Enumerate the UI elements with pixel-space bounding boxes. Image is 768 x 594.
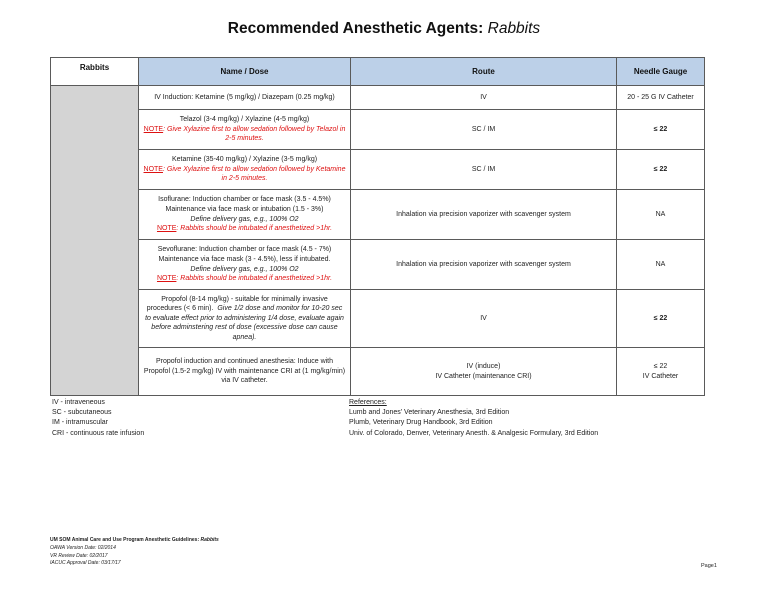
needle-cell: ≤ 22 xyxy=(617,110,705,150)
dose-cell xyxy=(139,110,351,150)
legend-item: IV - intraveneous xyxy=(52,399,105,406)
dose-cell xyxy=(139,150,351,190)
dose-note xyxy=(143,125,346,144)
needle-line: IV Catheter xyxy=(642,372,679,380)
note-text: : Give Xylazine first to allow sedation followed by Telazol in 2-5 minutes. xyxy=(163,125,346,143)
needle-cell: 20 - 25 G IV Catheter xyxy=(617,86,705,110)
header-species: Rabbits xyxy=(51,58,139,86)
dose-instructions: Give 1/2 dose and monitor for 10-20 sec to evaluate effect prior to administering 1/4 dose, evaluate again before adminstering rest of dose (excessive dose can cause apnea). xyxy=(145,305,344,341)
footer-program xyxy=(50,537,219,545)
route-cell: Inhalation via precision vaporizer with scavenger system xyxy=(351,190,617,240)
dose-cell: Propofol induction and continued anesthesia: Induce with Propofol (1.5-2 mg/kg) IV with maintenance CRI at (1 mg/kg/min) via IV catheter. xyxy=(139,348,351,396)
table-row xyxy=(51,240,705,290)
dose-cell xyxy=(139,190,351,240)
dose-note xyxy=(143,165,346,184)
route-line: IV (induce) xyxy=(466,362,501,370)
dose-line: Define delivery gas, e.g., 100% O2 xyxy=(190,215,299,223)
legend-item: SC - subcutaneous xyxy=(52,409,112,417)
title-main: Recommended Anesthetic Agents: xyxy=(227,20,484,37)
reference-item: Univ. of Colorado, Denver, Veterinary Anesth. & Analgesic Formulary, 3rd Edition xyxy=(349,429,599,437)
needle-cell xyxy=(617,348,705,396)
title-species: Rabbits xyxy=(487,20,541,37)
species-column-cell xyxy=(51,86,139,396)
dose-line: Maintenance via face mask or intubation (1.5 - 3%) xyxy=(165,205,324,213)
legend-item: CRI - continuous rate infusion xyxy=(52,429,145,437)
footer-program-species: Rabbits xyxy=(200,537,219,543)
table-row xyxy=(51,290,705,348)
dose-cell xyxy=(139,290,351,348)
needle-line: ≤ 22 xyxy=(653,362,668,370)
dose-text: Propofol (8-14 mg/kg) - suitable for minimally invasive procedures (< 6 min). xyxy=(146,295,328,313)
abbreviation-legend xyxy=(52,398,144,439)
route-line: IV Catheter (maintenance CRI) xyxy=(435,372,532,380)
table-row xyxy=(51,86,705,110)
needle-cell: ≤ 22 xyxy=(617,150,705,190)
route-cell xyxy=(351,348,617,396)
dose-note xyxy=(143,224,346,234)
table-row xyxy=(51,150,705,190)
reference-item: Plumb, Veterinary Drug Handbook, 3rd Edition xyxy=(349,419,493,427)
dose-line: Maintenance via face mask (3 - 4.5%), less if intubated. xyxy=(158,255,331,263)
dose-cell xyxy=(139,240,351,290)
footer-vr-date: VR Review Date: 02/2017 xyxy=(50,552,108,559)
dose-cell: IV Induction: Ketamine (5 mg/kg) / Diazepam (0.25 mg/kg) xyxy=(139,86,351,110)
header-needle-gauge: Needle Gauge xyxy=(617,58,705,86)
table-row xyxy=(51,348,705,396)
needle-cell: ≤ 22 xyxy=(617,290,705,348)
references-heading: References: xyxy=(349,399,387,406)
needle-cell: NA xyxy=(617,240,705,290)
page-number: Page1 xyxy=(701,563,717,569)
route-cell: SC / IM xyxy=(351,110,617,150)
note-text: : Rabbits should be intubated if anesthetized >1hr. xyxy=(176,225,333,233)
needle-cell: NA xyxy=(617,190,705,240)
note-label: NOTE xyxy=(156,275,177,283)
note-label: NOTE xyxy=(143,125,164,133)
route-cell: IV xyxy=(351,86,617,110)
table-row xyxy=(51,190,705,240)
dose-line: Sevoflurane: Induction chamber or face mask (4.5 - 7%) xyxy=(157,246,332,254)
note-label: NOTE xyxy=(156,225,177,233)
route-cell: SC / IM xyxy=(351,150,617,190)
footer-oawa-date: OAWA Version Date: 02/2014 xyxy=(50,544,116,551)
reference-item: Lumb and Jones' Veterinary Anesthesia, 3rd Edition xyxy=(349,409,510,417)
legend-item: IM - intramuscular xyxy=(52,419,109,427)
note-text: : Rabbits should be intubated if anesthetized >1hr. xyxy=(176,275,333,283)
note-label: NOTE xyxy=(143,165,163,173)
page-title xyxy=(0,20,768,38)
document-footer xyxy=(50,537,219,568)
table-row xyxy=(51,110,705,150)
note-text: : Give Xylazine first to allow sedation followed by Ketamine in 2-5 minutes. xyxy=(162,165,346,183)
route-cell: Inhalation via precision vaporizer with scavenger system xyxy=(351,240,617,290)
dose-text: Telazol (3-4 mg/kg) / Xylazine (4-5 mg/kg) xyxy=(179,116,310,124)
footer-iacuc-date: IACUC Approval Date: 03/17/17 xyxy=(50,560,121,567)
dose-line: Define delivery gas, e.g., 100% O2 xyxy=(190,265,299,273)
dose-line: Isoflurane: Induction chamber or face mask (3.5 - 4.5%) xyxy=(158,196,331,204)
dose-note xyxy=(143,274,346,284)
anesthetic-agents-table xyxy=(50,57,705,396)
dose-text: Ketamine (35-40 mg/kg) / Xylazine (3-5 mg/kg) xyxy=(171,156,318,164)
header-route: Route xyxy=(351,58,617,86)
route-cell: IV xyxy=(351,290,617,348)
table-header-row xyxy=(51,58,705,86)
references xyxy=(349,398,598,439)
header-name-dose: Name / Dose xyxy=(139,58,351,86)
footer-program-text: UM SOM Animal Care and Use Program Anesthetic Guidelines: xyxy=(50,537,200,543)
